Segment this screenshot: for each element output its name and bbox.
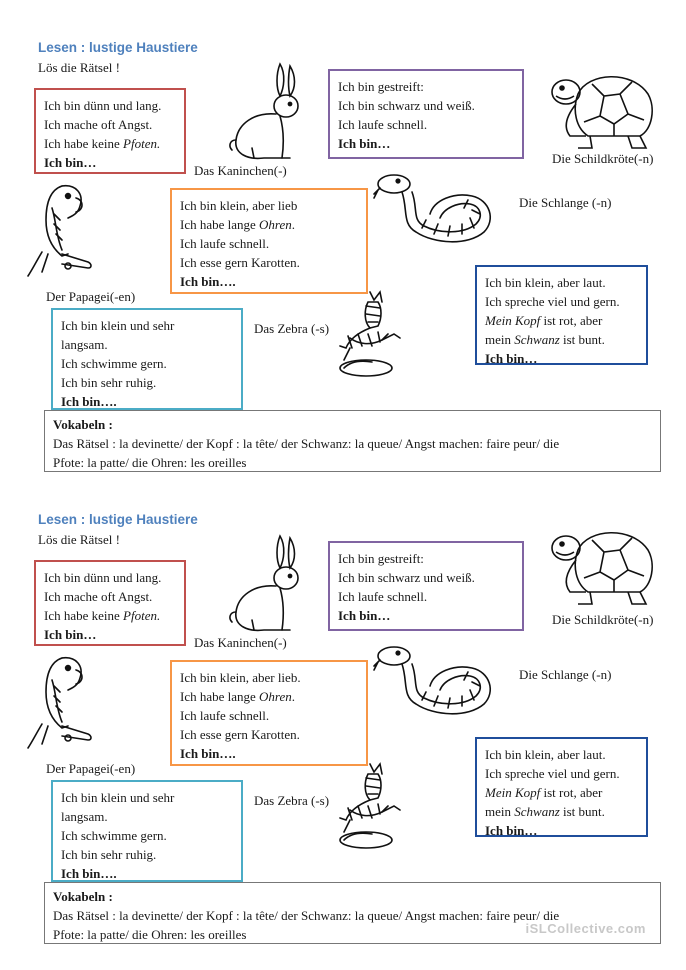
zebra-icon [330, 760, 410, 852]
riddle-line: Ich esse gern Karotten. [180, 255, 300, 270]
riddle-line: Ich schwimme gern. [61, 828, 167, 843]
snake-icon [372, 170, 498, 254]
label-zebra: Das Zebra (-s) [254, 321, 330, 336]
worksheet-instruction: Lös die Rätsel ! [38, 532, 120, 547]
riddle-answer-prompt: Ich bin…. [180, 746, 236, 761]
worksheet-top [0, 0, 686, 470]
riddle-answer-prompt: Ich bin… [485, 823, 538, 838]
riddle-line: Ich bin klein, aber lieb [180, 198, 298, 213]
riddle-box-snake [34, 560, 186, 646]
riddle-line: Mein Kopf ist rot, aber [485, 785, 603, 800]
riddle-line: Ich bin klein, aber laut. [485, 747, 606, 762]
rabbit-icon [224, 532, 308, 636]
turtle-icon [548, 64, 658, 152]
vocabulary-line: Das Rätsel : la devinette/ der Kopf : la tête/ der Schwanz: la queue/ Angst machen: faire peur/ die [53, 436, 560, 451]
riddle-box-rabbit [170, 660, 368, 766]
riddle-line: Ich laufe schnell. [180, 236, 270, 251]
parrot-icon [22, 652, 96, 752]
riddle-line: Ich habe lange Ohren. [180, 217, 296, 232]
riddle-answer-prompt: Ich bin…. [61, 394, 117, 409]
snake-icon [372, 642, 498, 726]
zebra-icon [330, 288, 410, 380]
riddle-line: Ich mache oft Angst. [44, 589, 153, 604]
label-rabbit: Das Kaninchen(-) [194, 163, 287, 178]
vocabulary-line: Pfote: la patte/ die Ohren: les oreilles [53, 455, 247, 470]
riddle-line: Mein Kopf ist rot, aber [485, 313, 603, 328]
label-parrot: Der Papagei(-en) [46, 761, 136, 776]
riddle-line: Ich spreche viel und gern. [485, 766, 620, 781]
riddle-box-zebra [328, 541, 524, 631]
riddle-box-rabbit [170, 188, 368, 294]
worksheet-instruction: Lös die Rätsel ! [38, 60, 120, 75]
vocabulary-line: Pfote: la patte/ die Ohren: les oreilles [53, 927, 247, 942]
turtle-icon [548, 520, 658, 608]
riddle-line: Ich bin sehr ruhig. [61, 375, 157, 390]
riddle-line: Ich bin gestreift: [338, 79, 424, 94]
label-turtle: Die Schildkröte(-n) [552, 151, 654, 166]
riddle-line: Ich bin klein und sehr [61, 318, 175, 333]
riddle-line: Ich mache oft Angst. [44, 117, 153, 132]
riddle-answer-prompt: Ich bin… [338, 136, 391, 151]
worksheet-title: Lesen : lustige Haustiere [38, 40, 198, 55]
riddle-line: langsam. [61, 337, 108, 352]
riddle-answer-prompt: Ich bin…. [180, 274, 236, 289]
parrot-icon [22, 180, 96, 280]
riddle-line: Ich esse gern Karotten. [180, 727, 300, 742]
vocabulary-heading: Vokabeln : [53, 889, 113, 904]
label-rabbit: Das Kaninchen(-) [194, 635, 287, 650]
riddle-line: Ich habe lange Ohren. [180, 689, 296, 704]
label-parrot: Der Papagei(-en) [46, 289, 136, 304]
riddle-line: Ich bin klein und sehr [61, 790, 175, 805]
riddle-line: Ich spreche viel und gern. [485, 294, 620, 309]
label-zebra: Das Zebra (-s) [254, 793, 330, 808]
riddle-line: Ich habe keine Pfoten. [44, 608, 161, 623]
riddle-line: mein Schwanz ist bunt. [485, 332, 605, 347]
watermark: iSLCollective.com [525, 921, 646, 936]
vocabulary-box [44, 410, 661, 472]
riddle-line: Ich laufe schnell. [338, 117, 428, 132]
riddle-line: Ich laufe schnell. [338, 589, 428, 604]
riddle-line: Ich bin gestreift: [338, 551, 424, 566]
vocabulary-line: Das Rätsel : la devinette/ der Kopf : la tête/ der Schwanz: la queue/ Angst machen: faire peur/ die [53, 908, 560, 923]
riddle-answer-prompt: Ich bin… [338, 608, 391, 623]
riddle-box-zebra [328, 69, 524, 159]
riddle-box-parrot [475, 265, 648, 365]
riddle-answer-prompt: Ich bin… [485, 351, 538, 366]
riddle-box-turtle [51, 308, 243, 410]
riddle-line: Ich laufe schnell. [180, 708, 270, 723]
riddle-line: Ich bin dünn und lang. [44, 98, 162, 113]
riddle-box-parrot [475, 737, 648, 837]
riddle-line: Ich habe keine Pfoten. [44, 136, 161, 151]
riddle-answer-prompt: Ich bin… [44, 155, 97, 170]
label-snake: Die Schlange (-n) [519, 667, 612, 682]
vocabulary-heading: Vokabeln : [53, 417, 113, 432]
riddle-line: Ich bin dünn und lang. [44, 570, 162, 585]
riddle-line: Ich bin schwarz und weiß. [338, 98, 475, 113]
riddle-answer-prompt: Ich bin… [44, 627, 97, 642]
riddle-line: langsam. [61, 809, 108, 824]
riddle-answer-prompt: Ich bin…. [61, 866, 117, 881]
rabbit-icon [224, 60, 308, 164]
label-turtle: Die Schildkröte(-n) [552, 612, 654, 627]
riddle-box-snake [34, 88, 186, 174]
riddle-line: mein Schwanz ist bunt. [485, 804, 605, 819]
riddle-line: Ich bin schwarz und weiß. [338, 570, 475, 585]
riddle-line: Ich bin klein, aber lieb. [180, 670, 301, 685]
worksheet-bottom [0, 472, 686, 942]
riddle-line: Ich schwimme gern. [61, 356, 167, 371]
label-snake: Die Schlange (-n) [519, 195, 612, 210]
riddle-line: Ich bin klein, aber laut. [485, 275, 606, 290]
riddle-line: Ich bin sehr ruhig. [61, 847, 157, 862]
worksheet-title: Lesen : lustige Haustiere [38, 512, 198, 527]
riddle-box-turtle [51, 780, 243, 882]
